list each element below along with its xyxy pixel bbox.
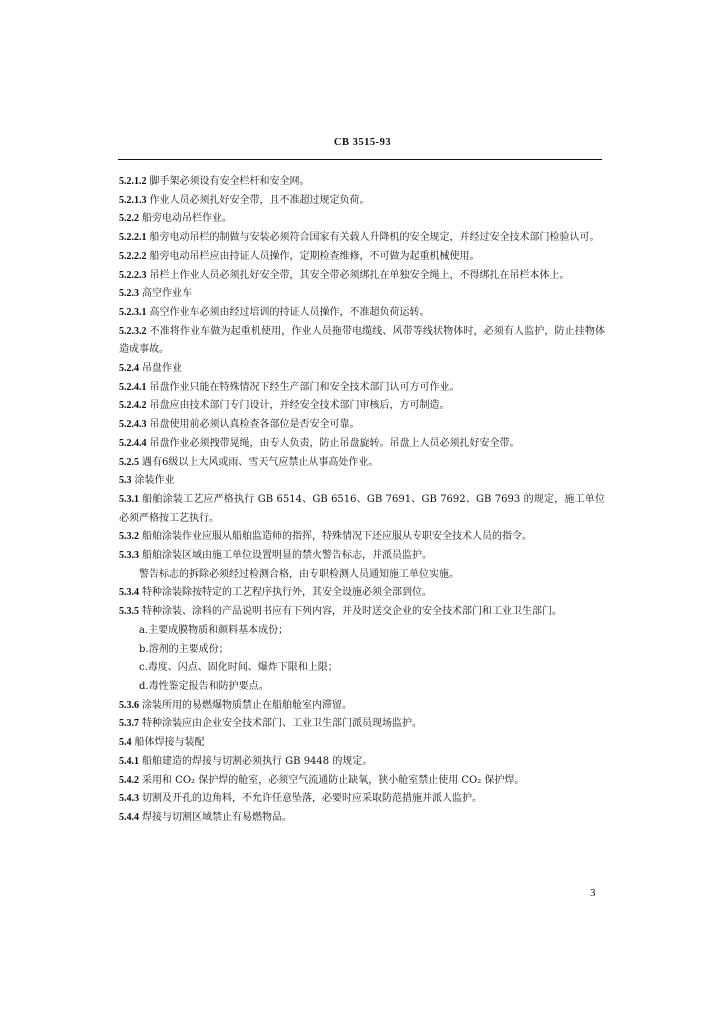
clause-number: 5.4 [119, 737, 132, 749]
clause-number: 5.2.2.2 [119, 250, 147, 262]
clause-line [119, 285, 605, 304]
clause-line [119, 734, 605, 753]
clause-text: 吊盘作业必须拽带晃绳，由专人负责，防止吊盘旋转。吊盘上人员必须扎好安全带。 [149, 437, 520, 449]
clause-number: 5.2.3.2 [119, 325, 147, 337]
clause-number: 5.4.2 [119, 774, 139, 786]
clause-line [119, 603, 605, 622]
clause-text: 船舶涂装区域由施工单位设置明显的禁火警告标志，并派员监护。 [142, 550, 432, 562]
clause-line [119, 641, 605, 660]
clause-number: 5.4.4 [119, 811, 139, 823]
clause-line [119, 379, 605, 398]
clause-text: 船旁电动吊栏作业。 [142, 213, 232, 225]
clause-number: 5.2.4.1 [119, 381, 147, 393]
clause-text: 涂装所用的易燃爆物质禁止在船舶舱室内滞留。 [142, 699, 352, 711]
page-number: 3 [590, 887, 596, 899]
clause-text: c.毒度、闪点、固化时间、爆炸下限和上限； [139, 662, 338, 674]
clause-text: 船旁电动吊栏应由持证人员操作，定期检查维修，不可做为起重机械使用。 [149, 250, 480, 262]
clause-text: 切割及开孔的边角料，不允许任意坠落，必要时应采取防范措施并派人监护。 [142, 793, 482, 805]
clause-line [119, 622, 605, 641]
clause-text: 船舶涂装作业应服从船舶监造师的指挥，特殊情况下还应服从专职安全技术人员的指令。 [142, 531, 532, 543]
clause-number: 5.3.7 [119, 718, 139, 730]
clause-line [119, 454, 605, 473]
clause-text: 高空作业车 [142, 288, 192, 300]
clause-line [119, 248, 605, 267]
clause-line [119, 566, 605, 585]
clause-text: 不准将作业车做为起重机使用，作业人员拖带电缆线、风带等线状物体时，必须有人监护，防止挂物体造成事故。 [119, 325, 605, 356]
clause-text: 采用和 CO₂ 保护焊的舱室，必须空气流通防止缺氧，狭小舱室禁止使用 CO₂ 保护焊。 [142, 774, 525, 786]
clause-number: 5.2.2.1 [119, 232, 147, 244]
clause-text: 遇有6级以上大风或雨、雪天气应禁止从事高处作业。 [142, 456, 379, 468]
clause-text: 高空作业车必须由经过培训的持证人员操作，不准超负荷运转。 [149, 306, 430, 318]
clause-text: 船舶建造的焊接与切割必须执行 GB 9448 的规定。 [142, 755, 373, 767]
clause-number: 5.3 [119, 475, 132, 487]
clause-number: 5.2.1.2 [119, 176, 147, 187]
clause-number: 5.2.1.3 [119, 194, 147, 206]
clause-number: 5.2.4.3 [119, 419, 147, 431]
clause-line [119, 584, 605, 603]
clause-line [119, 697, 605, 716]
clause-text: 涂装作业 [134, 475, 175, 487]
clause-number: 5.3.6 [119, 699, 139, 711]
clause-line [119, 491, 605, 528]
clause-number: 5.2.3 [119, 288, 139, 300]
clause-line [119, 360, 605, 379]
clause-number: 5.2.4.4 [119, 437, 147, 449]
clause-line [119, 435, 605, 454]
clause-text: a.主要成膜物质和颜料基本成份； [139, 624, 289, 636]
clause-line [119, 472, 605, 491]
clause-number: 5.3.2 [119, 531, 139, 543]
clause-text: 特种涂装除按特定的工艺程序执行外，其安全设施必须全部到位。 [142, 587, 432, 599]
clause-line [119, 267, 605, 286]
clause-number: 5.3.1 [119, 493, 139, 505]
clause-number: 5.2.2 [119, 213, 139, 225]
clause-text: 焊接与切割区域禁止有易燃物品。 [142, 811, 292, 823]
clause-number: 5.3.4 [119, 587, 139, 599]
clause-number: 5.2.4.2 [119, 400, 147, 412]
document-body [119, 173, 605, 828]
clause-text: 特种涂装应由企业安全技术部门、工业卫生部门派员现场监护。 [142, 718, 422, 730]
clause-number: 5.3.3 [119, 550, 139, 562]
clause-text: 船体焊接与装配 [134, 737, 205, 749]
clause-line [119, 547, 605, 566]
clause-line [119, 397, 605, 416]
clause-line [119, 416, 605, 435]
clause-text: 警告标志的拆除必须经过检测合格，由专职检测人员通知施工单位实施。 [139, 568, 459, 580]
clause-text: 脚手架必须设有安全栏杆和安全网。 [149, 176, 310, 187]
header-rule [118, 159, 602, 160]
clause-text: d.毒性鉴定报告和防护要点。 [139, 680, 269, 692]
clause-number: 5.3.5 [119, 606, 139, 618]
clause-line [119, 304, 605, 323]
clause-line [119, 772, 605, 791]
clause-line [119, 659, 605, 678]
clause-line [119, 753, 605, 772]
clause-text: 船舶涂装工艺应严格执行 GB 6514、GB 6516、GB 7691、GB 7692、GB 7693 的规定，施工单位必须严格按工艺执行。 [119, 493, 605, 524]
clause-number: 5.4.3 [119, 793, 139, 805]
clause-line [119, 192, 605, 211]
clause-text: 船旁电动吊栏的制做与安装必须符合国家有关载人升降机的安全规定，并经过安全技术部门检验认可。 [149, 232, 600, 244]
clause-line [119, 715, 605, 734]
clause-number: 5.2.2.3 [119, 269, 147, 281]
clause-text: 作业人员必须扎好安全带，且不准超过规定负荷。 [149, 194, 370, 206]
clause-line [119, 210, 605, 229]
clause-line [119, 229, 605, 248]
clause-text: 吊盘作业只能在特殊情况下经生产部门和安全技术部门认可方可作业。 [149, 381, 460, 393]
clause-text: 吊盘使用前必须认真检查各部位是否安全可靠。 [149, 419, 360, 431]
clause-line [119, 678, 605, 697]
clause-text: 吊栏上作业人员必须扎好安全带，其安全带必须绑扎在单独安全绳上，不得绑扎在吊栏本体上。 [149, 269, 570, 281]
clause-text: 吊盘应由技术部门专门设计，并经安全技术部门审核后，方可制造。 [149, 400, 450, 412]
clause-line [119, 323, 605, 360]
clause-text: 特种涂装、涂料的产品说明书应有下列内容，并及时送交企业的安全技术部门和工业卫生部门。 [142, 606, 562, 618]
clause-text: b.溶剂的主要成份； [139, 643, 229, 655]
clause-number: 5.4.1 [119, 755, 139, 767]
clause-line [119, 173, 605, 192]
clause-line [119, 809, 605, 828]
clause-line [119, 790, 605, 809]
clause-text: 吊盘作业 [142, 363, 182, 375]
clause-number: 5.2.4 [119, 363, 139, 375]
standard-code-header: CB 3515-93 [333, 137, 392, 148]
clause-number: 5.2.5 [119, 456, 139, 468]
clause-number: 5.2.3.1 [119, 306, 147, 318]
clause-line [119, 528, 605, 547]
